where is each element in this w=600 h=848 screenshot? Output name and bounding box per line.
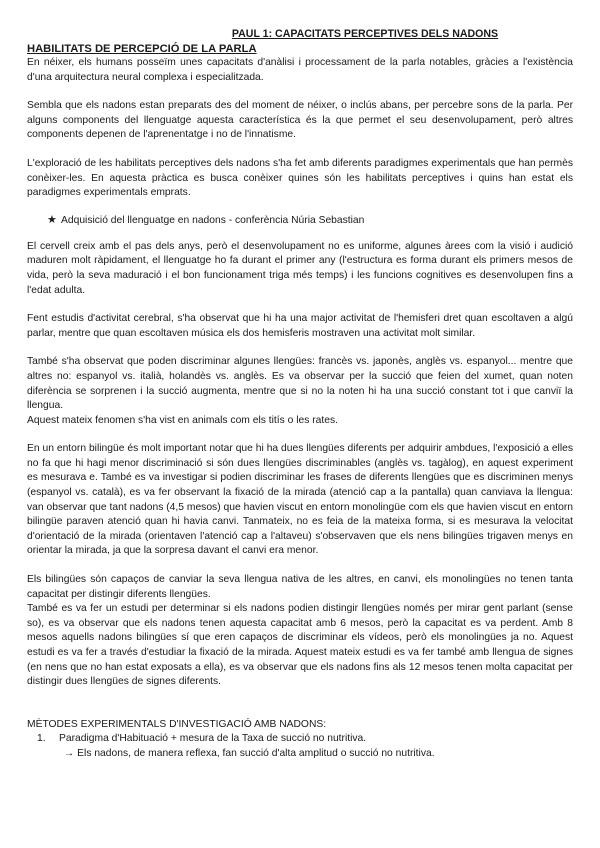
bullet-text: Adquisició del llenguatge en nadons - conferència Núria Sebastian	[61, 214, 365, 226]
paragraph-discrimination: També s'ha observat que poden discriminar algunes llengües: francès vs. japonès, anglès vs. espanyol... mentre que altres no: espanyol vs. italià, holandès vs. anglès. Es va observar per la succió que feien del xumet, quan noten diferència se sorprenen i la succió augmenta, mentre que si no la noten hi ha una succió constant tot i que canviï la llengua.	[27, 356, 573, 412]
bullet-item	[27, 213, 573, 228]
method-text: Paradigma d'Habituació + mesura de la Taxa de succió no nutritiva.	[59, 733, 367, 745]
paragraph-brain: El cervell creix amb el pas dels anys, però el desenvolupament no es uniforme, algunes àrees com la visió i audició maduren molt ràpidament, el llenguatge ho fa durant el primer any (l'estructura es forma durant els primers mesos de vida, però la seva maduració i el bon funcionament triga més temps) i les funcions cognitives es desenvolupen fins a l'edat adulta.	[27, 240, 573, 296]
paragraph-bilingual: En un entorn bilingüe és molt important notar que hi ha dues llengües diferents per adquirir ambdues, l'exposició a elles no fa que hi hagi menor discriminació si són dues llengües discriminables (anglès vs. tagàlog), en aquest experiment es mesurava e. També es va investigar si podien discriminar les frases de diferents llengües que es discriminen menys (espanyol vs. català), es va fer observant la fixació de la mirada (atenció cap a la pantalla) quan canviava la llengua: van observar que tant nadons (4,5 mesos) que havien viscut en entorn monolingüe com els que havien viscut en entorn bilingüe paraven atenció quan hi havia canvi. Tanmateix, no es feia de la mateixa forma, si es mesurava la velocitat d'orientació de la mirada (orientaven l'atenció cap a l'altaveu) s'observaven que els nens bilingües trigaven menys en orientar la mirada, ja que la sorpresa davant el canvi era menor.	[27, 443, 573, 557]
paragraph-bilingual-capacity: Els bilingües són capaços de canviar la seva llengua nativa de les altres, en canvi, els monolingües no tenen tanta capacitat per distingir diferents llengües.	[27, 574, 573, 600]
paragraph-preparation: Sembla que els nadons estan preparats des del moment de néixer, o inclús abans, per percebre sons de la parla. Per alguns components del llenguatge aquesta característica és la que permet el seu desenvolupament, però altres components depenen de l'aprenentatge i no de l'innatisme.	[27, 100, 573, 141]
method-number: 1.	[37, 733, 46, 745]
section-heading: HABILITATS DE PERCEPCIÓ DE LA PARLA	[27, 43, 257, 55]
methods-heading: MÈTODES EXPERIMENTALS D'INVESTIGACIÓ AMB NADONS:	[27, 718, 327, 730]
method-item	[27, 732, 573, 747]
star-bullet-icon: ★	[47, 213, 57, 226]
method-note: → Els nadons, de manera reflexa, fan succió d'alta amplitud o succió no nutritiva.	[64, 747, 435, 759]
paragraph-animals: Aquest mateix fenomen s'ha vist en animals com els titís o les rates.	[27, 414, 339, 426]
paragraph-activity: Fent estudis d'activitat cerebral, s'ha observat que hi ha una major activitat de l'hemisferi dret quan escoltaven a algú parlar, mentre que quan escoltaven música els dos hemisferis mostraven una activitat molt similar.	[27, 313, 573, 339]
paragraph-visual-study: També es va fer un estudi per determinar si els nadons podien distingir llengües només per mirar gent parlant (sense so), es va observar que els nadons tenen aquesta capacitat amb 6 mesos, però la capacitat es va perdent. Amb 8 mesos aquells nadons bilingües sí que eren capaços de discriminar els vídeos, però els monolingües ja no. Aquest estudi es va fer a través d'estudiar la fixació de la mirada. Aquest mateix estudi es va fer també amb llengua de signes (en nens que no han estat exposats a ella), es va observar que els nadons fins als 12 mesos tenen molta capacitat per distingir dues llengües de signes diferents.	[27, 603, 573, 688]
document-title: PAUL 1: CAPACITATS PERCEPTIVES DELS NADONS	[231, 28, 499, 40]
paragraph-exploration: L'exploració de les habilitats perceptives dels nadons s'ha fet amb diferents paradigmes experimentals que han permès conèixer-les. En aquesta pràctica es busca conèixer quines són les habilitats perceptives i quins han estat els paradigmes experimentals emprats.	[27, 157, 573, 199]
paragraph-intro: En néixer, els humans posseïm unes capacitats d'anàlisi i processament de la parla notables, gràcies a l'existència d'una arquitectura neural complexa i especialitzada.	[27, 57, 573, 83]
